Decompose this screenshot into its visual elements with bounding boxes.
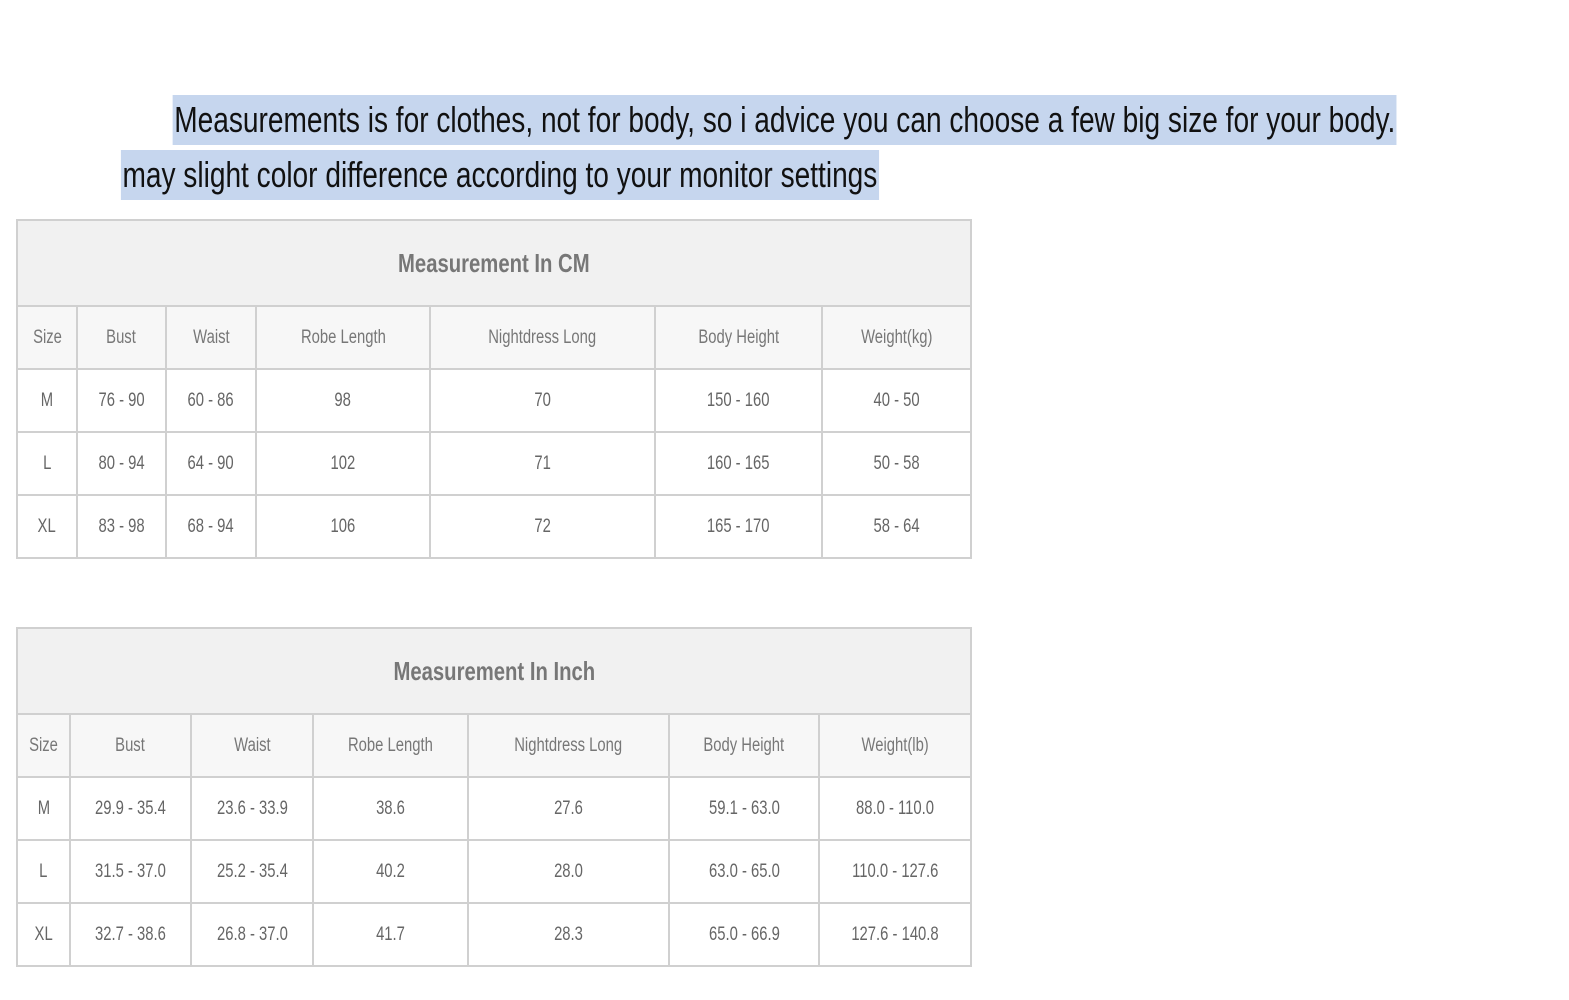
table-cell: 68 - 94 <box>166 495 256 558</box>
table-cell: 41.7 <box>313 903 468 966</box>
table-title-row <box>17 628 971 714</box>
table-cell: 59.1 - 63.0 <box>669 777 819 840</box>
table-row <box>17 369 971 432</box>
table-cell: 23.6 - 33.9 <box>191 777 313 840</box>
table-cell: 40.2 <box>313 840 468 903</box>
notice-line-2 <box>0 150 1000 200</box>
notice-line-1 <box>0 95 1396 145</box>
column-header-waist: Waist <box>191 714 313 777</box>
table-cell: 71 <box>430 432 655 495</box>
table-title-row <box>17 220 971 306</box>
table-cell: 65.0 - 66.9 <box>669 903 819 966</box>
table-cell: 38.6 <box>313 777 468 840</box>
table-cell: 25.2 - 35.4 <box>191 840 313 903</box>
table-cell: M <box>17 777 70 840</box>
table-cell: 58 - 64 <box>822 495 971 558</box>
table-cell: 106 <box>256 495 430 558</box>
table-cell: L <box>17 840 70 903</box>
table-cell: 60 - 86 <box>166 369 256 432</box>
table-title: Measurement In Inch <box>17 628 971 714</box>
column-header-bust: Bust <box>70 714 191 777</box>
table-cell: 76 - 90 <box>77 369 166 432</box>
column-header-robe-length: Robe Length <box>256 306 430 369</box>
column-header-size: Size <box>17 714 70 777</box>
table-cell: 27.6 <box>468 777 669 840</box>
column-header-waist: Waist <box>166 306 256 369</box>
table-cell: 29.9 - 35.4 <box>70 777 191 840</box>
table-cell: L <box>17 432 77 495</box>
table-cell: 80 - 94 <box>77 432 166 495</box>
size-table-inch <box>16 627 972 967</box>
notice-line-2-text: may slight color difference according to your monitor settings <box>121 150 879 200</box>
table-cell: 64 - 90 <box>166 432 256 495</box>
size-table-cm <box>16 219 972 559</box>
table-cell: 110.0 - 127.6 <box>819 840 971 903</box>
table-cell: 63.0 - 65.0 <box>669 840 819 903</box>
table-cell: XL <box>17 903 70 966</box>
table-row <box>17 495 971 558</box>
table-cell: 150 - 160 <box>655 369 822 432</box>
table-cell: 165 - 170 <box>655 495 822 558</box>
table-row <box>17 777 971 840</box>
column-header-bust: Bust <box>77 306 166 369</box>
column-header-size: Size <box>17 306 77 369</box>
table-cell: 127.6 - 140.8 <box>819 903 971 966</box>
notice-line-1-text: Measurements is for clothes, not for body, so i advice you can choose a few big size for your body. <box>173 95 1397 145</box>
table-cell: 31.5 - 37.0 <box>70 840 191 903</box>
table-cell: 102 <box>256 432 430 495</box>
table-header-row <box>17 714 971 777</box>
table-cell: 70 <box>430 369 655 432</box>
column-header-weight: Weight(lb) <box>819 714 971 777</box>
column-header-nightdress-long: Nightdress Long <box>430 306 655 369</box>
table-cell: XL <box>17 495 77 558</box>
column-header-robe-length: Robe Length <box>313 714 468 777</box>
table-row <box>17 903 971 966</box>
table-cell: M <box>17 369 77 432</box>
table-row <box>17 432 971 495</box>
table-cell: 26.8 - 37.0 <box>191 903 313 966</box>
table-header-row <box>17 306 971 369</box>
table-cell: 28.3 <box>468 903 669 966</box>
column-header-body-height: Body Height <box>669 714 819 777</box>
table-row <box>17 840 971 903</box>
column-header-weight: Weight(kg) <box>822 306 971 369</box>
table-cell: 28.0 <box>468 840 669 903</box>
table-cell: 50 - 58 <box>822 432 971 495</box>
table-cell: 160 - 165 <box>655 432 822 495</box>
table-cell: 88.0 - 110.0 <box>819 777 971 840</box>
table-cell: 32.7 - 38.6 <box>70 903 191 966</box>
table-cell: 40 - 50 <box>822 369 971 432</box>
table-cell: 72 <box>430 495 655 558</box>
table-cell: 83 - 98 <box>77 495 166 558</box>
column-header-body-height: Body Height <box>655 306 822 369</box>
table-title: Measurement In CM <box>17 220 971 306</box>
table-cell: 98 <box>256 369 430 432</box>
column-header-nightdress-long: Nightdress Long <box>468 714 669 777</box>
